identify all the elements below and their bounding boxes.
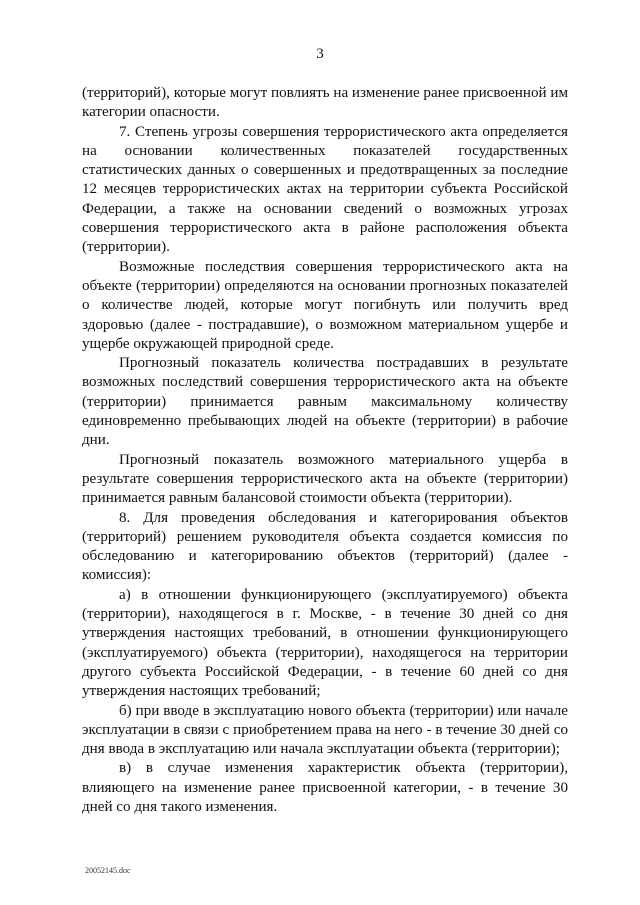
page-number: 3 (316, 46, 324, 62)
footer-filename: 20052145.doc (85, 866, 131, 875)
paragraph-item-8: 8. Для проведения обследования и категорирования объектов (территорий) решением руководителя объекта создается комиссия по обследованию и категорированию объектов (территорий) (далее - комиссия): (82, 509, 568, 584)
document-body (82, 84, 568, 817)
paragraph-victims-forecast: Прогнозный показатель количества пострадавших в результате возможных последствий совершения террористического акта на объекте (территории) принимается равным максимальному количеству единовременно пребывающих людей на объекте (территории) в рабочие дни. (82, 355, 568, 449)
paragraph-damage-forecast: Прогнозный показатель возможного материального ущерба в результате совершения террористического акта на объекте (территории) принимается равным балансовой стоимости объекта (территории). (82, 451, 568, 507)
paragraph-item-7: 7. Степень угрозы совершения террористического акта определяется на основании количественных показателей государственных статистических данных о совершенных и предотвращенных за последние 12 месяцев террористических актах на территории субъекта Российской Федерации, а также на основании сведений о возможных угрозах совершения террористического акта в районе расположения объекта (территории). (82, 123, 568, 256)
paragraph-subitem-a: а) в отношении функционирующего (эксплуатируемого) объекта (территории), находящегося в г. Москве, - в течение 30 дней со дня утверждения настоящих требований, в отношении функционирующего (эксплуатируемого) объекта (территории), находящегося на территории другого субъекта Российской Федерации, - в течение 60 дней со дня утверждения настоящих требований; (82, 586, 568, 700)
paragraph-continuation: (территорий), которые могут повлиять на изменение ранее присвоенной им категории опасности. (82, 85, 568, 121)
paragraph-consequences: Возможные последствия совершения террористического акта на объекте (территории) определяются на основании прогнозных показателей о количестве людей, которые могут погибнуть или получить вред здоровью (далее - пострадавшие), о возможном материальном ущербе и ущербе окружающей природной среде. (82, 258, 568, 352)
paragraph-subitem-b: б) при вводе в эксплуатацию нового объекта (территории) или начале эксплуатации в связи с приобретением права на него - в течение 30 дней со дня ввода в эксплуатацию или начала эксплуатации объекта (территории); (82, 702, 568, 758)
paragraph-subitem-v: в) в случае изменения характеристик объекта (территории), влияющего на изменение ранее присвоенной категории, - в течение 30 дней со дня такого изменения. (82, 760, 568, 815)
